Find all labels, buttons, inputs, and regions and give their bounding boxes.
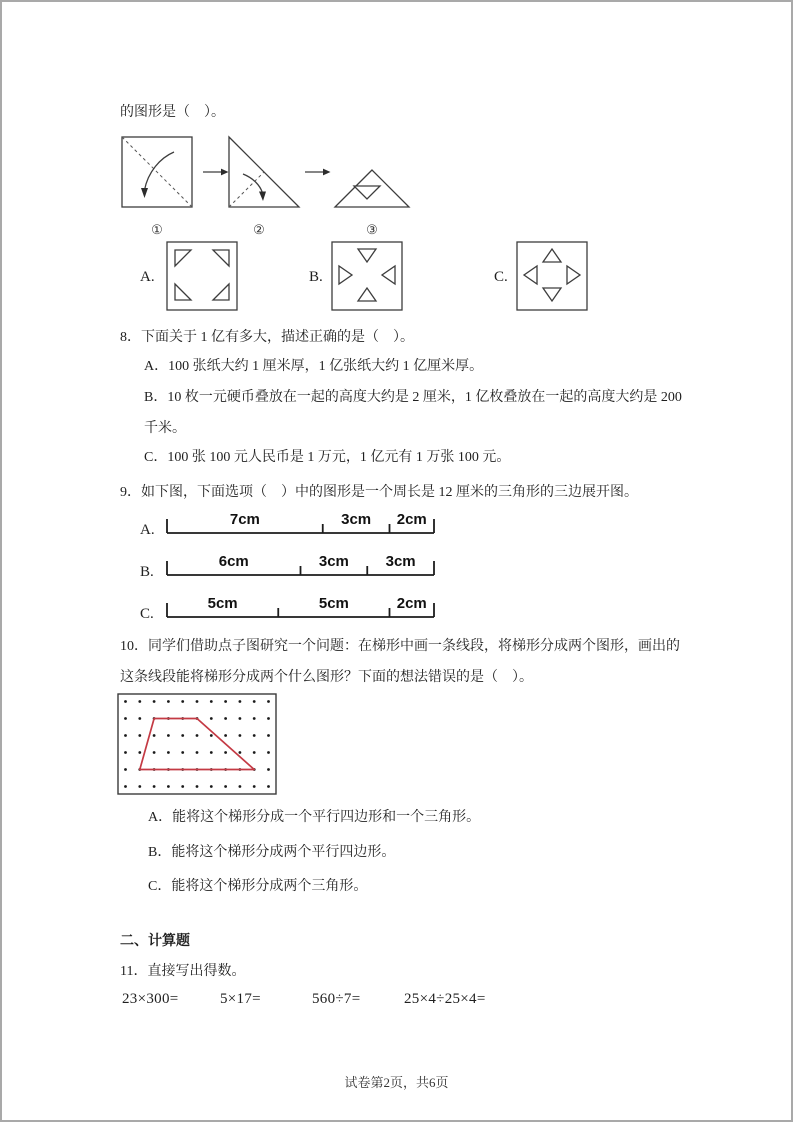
grid-dot [253,700,256,703]
q10-option-c: C．能将这个梯形分成两个三角形。 [148,879,368,894]
q11-title: 11．直接写出得数。 [120,964,246,979]
fold-step2-label: ② [253,222,265,237]
grid-dot [267,785,270,788]
q8-option-a: A．100 张纸大约 1 厘米厚，1 亿张纸大约 1 亿厘米厚。 [144,359,484,374]
segment-length-label: 2cm [396,595,427,612]
q11-problem-3: 560÷7= [312,991,361,1007]
q7-option-c-figure [515,240,589,312]
q7-option-c-label: C. [494,269,508,285]
grid-dot [196,785,199,788]
grid-dot [181,734,184,737]
segment-length-label: 3cm [318,553,349,570]
grid-dot [124,785,127,788]
grid-dot [138,734,141,737]
grid-dot [181,751,184,754]
q10-title-line2: 这条线段能将梯形分成两个什么图形？下面的想法错误的是（ ）。 [120,670,533,685]
grid-dot [239,785,242,788]
grid-dot [153,785,156,788]
grid-dot [210,700,213,703]
segment-length-label: 5cm [318,595,349,612]
grid-dot [153,700,156,703]
q9-segment-rulers [132,502,448,628]
grid-dot [224,785,227,788]
grid-dot [239,700,242,703]
q7-intro-text: 的图形是（ ）。 [120,105,225,120]
arrow-2-head [323,169,331,176]
page-footer: 试卷第2页，共6页 [344,1075,449,1090]
grid-dot [153,751,156,754]
grid-dot [196,751,199,754]
grid-dot [267,734,270,737]
segment-length-label: 3cm [341,511,372,528]
grid-dot [181,785,184,788]
grid-dot [267,717,270,720]
q11-problem-1: 23×300= [122,991,179,1007]
grid-dot [138,717,141,720]
ruler-row-label: C. [140,606,154,622]
grid-dot [167,785,170,788]
section-2-heading: 二、计算题 [120,934,190,949]
grid-dot [210,734,213,737]
grid-dot [196,734,199,737]
q10-option-a: A．能将这个梯形分成一个平行四边形和一个三角形。 [148,810,481,825]
q11-problem-2: 5×17= [220,991,261,1007]
q7-option-b-figure [330,240,404,312]
grid-dot [167,751,170,754]
grid-dot [138,700,141,703]
grid-dot [224,751,227,754]
fold-diagram [117,132,417,238]
q8-option-b-cont: 千米。 [144,421,186,436]
grid-dot [210,717,213,720]
grid-dot [138,785,141,788]
q10-option-b: B．能将这个梯形分成两个平行四边形。 [148,845,396,860]
grid-dot [224,734,227,737]
grid-dot [239,734,242,737]
grid-dot [167,700,170,703]
grid-dot [210,751,213,754]
grid-dot [124,751,127,754]
grid-dot [124,700,127,703]
q8-title: 8．下面关于 1 亿有多大，描述正确的是（ ）。 [120,330,414,345]
q10-dot-grid-figure [117,693,277,795]
fold-step1-label: ① [151,222,163,237]
grid-dot [267,700,270,703]
grid-dot [224,717,227,720]
ruler-row-label: A. [140,522,155,538]
grid-dot [124,717,127,720]
grid-dot [167,734,170,737]
q8-option-c: C．100 张 100 元人民币是 1 万元，1 亿元有 1 万张 100 元。 [144,450,511,465]
grid-dot [224,700,227,703]
q8-option-b: B．10 枚一元硬币叠放在一起的高度大约是 2 厘米，1 亿枚叠放在一起的高度大约是 200 [144,390,682,405]
grid-dot [239,717,242,720]
grid-dot [196,700,199,703]
segment-length-label: 5cm [207,595,238,612]
grid-dot [253,785,256,788]
q10-title-line1: 10．同学们借助点子图研究一个问题：在梯形中画一条线段，将梯形分成两个图形，画出的 [120,639,680,654]
q7-option-a-label: A. [140,269,155,285]
grid-dot [253,751,256,754]
grid-dot [124,734,127,737]
dot-grid-border [118,694,276,794]
grid-dot [124,768,127,771]
grid-dot [267,751,270,754]
segment-length-label: 6cm [218,553,249,570]
grid-dot [239,751,242,754]
q7-option-a-figure [165,240,239,312]
grid-dot [210,785,213,788]
grid-dot [181,700,184,703]
fold-step3-label: ③ [366,222,378,237]
segment-length-label: 7cm [229,511,260,528]
grid-dot [138,751,141,754]
arrow-1-head [221,169,229,176]
q11-problem-4: 25×4÷25×4= [404,991,486,1007]
q9-title: 9．如下图，下面选项（ ）中的图形是一个周长是 12 厘米的三角形的三边展开图。 [120,485,638,500]
ruler-row-label: B. [140,564,154,580]
grid-dot [253,734,256,737]
segment-length-label: 2cm [396,511,427,528]
q7-option-b-label: B. [309,269,323,285]
grid-dot [253,717,256,720]
segment-length-label: 3cm [385,553,416,570]
grid-dot [267,768,270,771]
grid-dot [153,734,156,737]
